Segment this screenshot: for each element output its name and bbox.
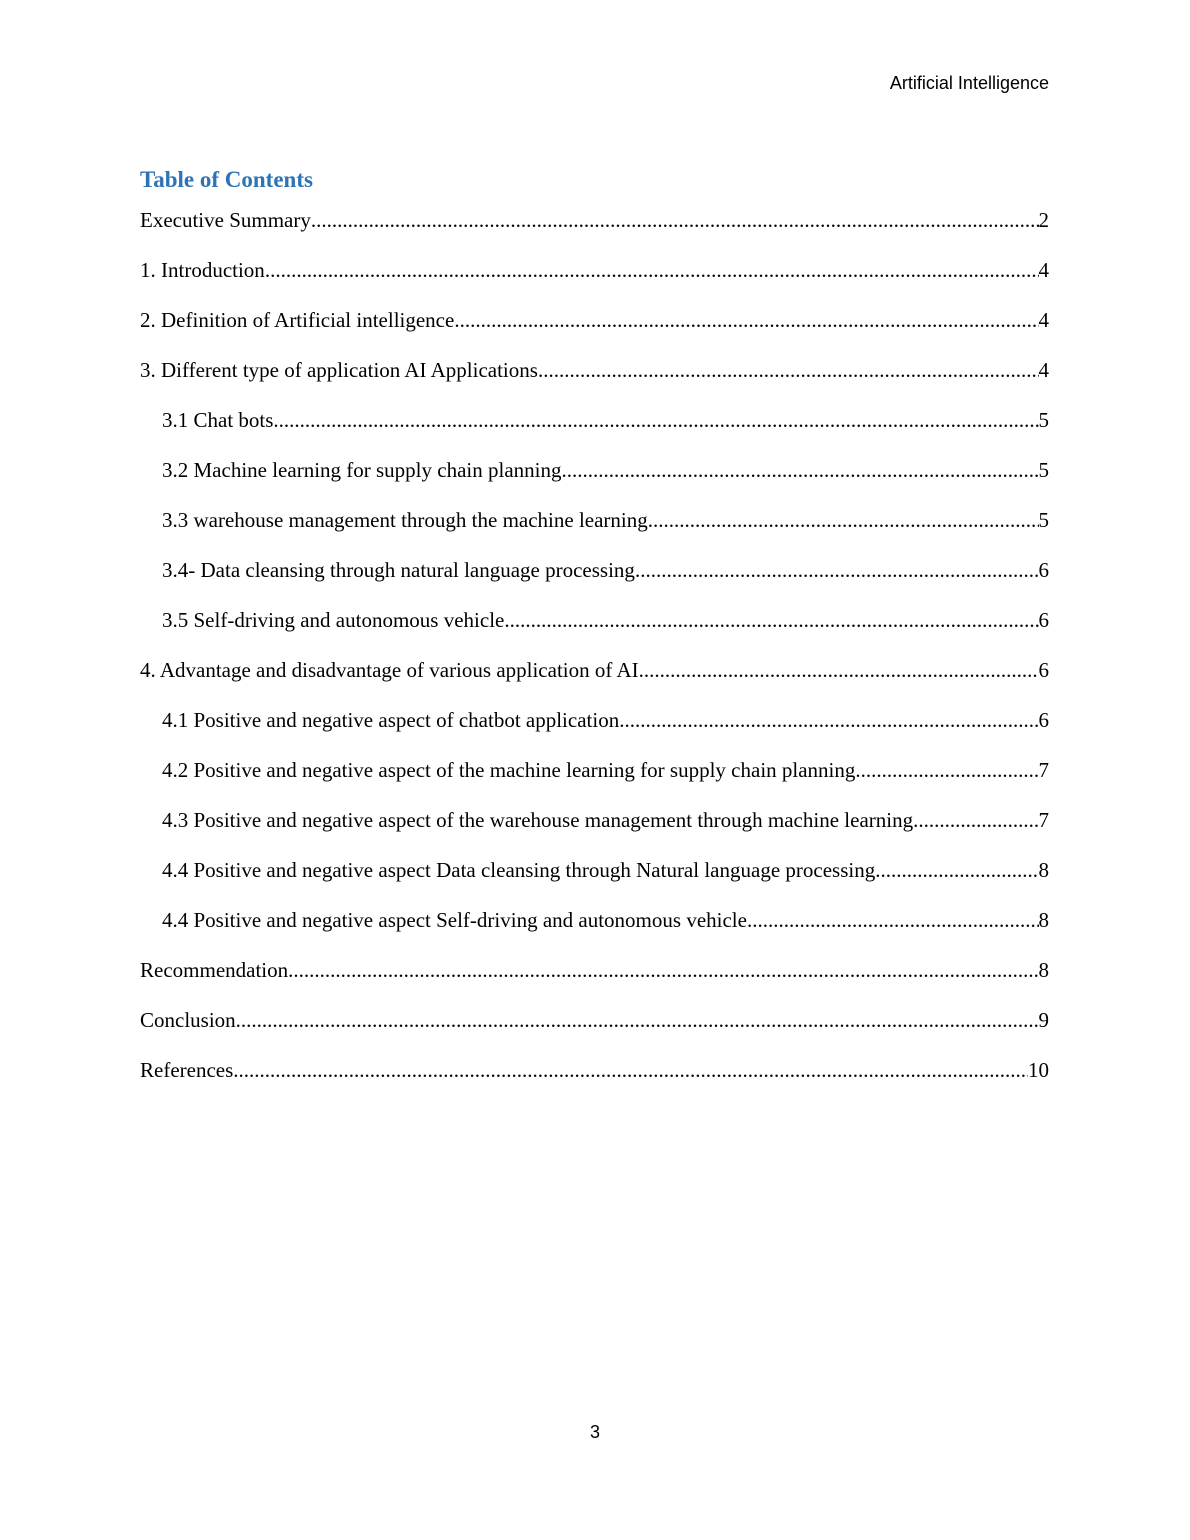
toc-dot-leader [236, 1005, 1039, 1035]
toc-entry-page: 8 [1038, 908, 1049, 932]
toc-entry-title: References [140, 1058, 234, 1082]
toc-entry-title: 3.5 Self-driving and autonomous vehicle [162, 608, 505, 632]
toc-entry-page: 7 [1038, 808, 1049, 832]
toc-entry-title: Conclusion [140, 1008, 236, 1032]
toc-entry-page: 8 [1038, 858, 1049, 882]
toc-entry-page: 6 [1038, 708, 1049, 732]
toc-dot-leader [265, 255, 1039, 285]
toc-entry-title: 2. Definition of Artificial intelligence [140, 308, 455, 332]
toc-entry[interactable] [140, 755, 1049, 805]
toc-entry[interactable] [140, 555, 1049, 605]
toc-entry-page: 4 [1038, 258, 1049, 282]
toc-dot-leader [747, 905, 1039, 935]
toc-entry-page: 5 [1038, 458, 1049, 482]
toc-entry[interactable] [140, 1005, 1049, 1055]
toc-entry-title: 4. Advantage and disadvantage of various application of AI [140, 658, 639, 682]
toc-entry[interactable] [140, 405, 1049, 455]
toc-entry-page: 5 [1038, 508, 1049, 532]
toc-dot-leader [855, 755, 1038, 785]
toc-dot-leader [635, 555, 1039, 585]
toc-dot-leader [639, 655, 1039, 685]
toc-dot-leader [648, 505, 1039, 535]
toc-entry-page: 6 [1038, 558, 1049, 582]
toc-entry[interactable] [140, 705, 1049, 755]
toc-entry-page: 5 [1038, 408, 1049, 432]
toc-dot-leader [619, 705, 1038, 735]
toc-entry-page: 2 [1038, 208, 1049, 232]
toc-entry[interactable] [140, 305, 1049, 355]
toc-entry[interactable] [140, 255, 1049, 305]
toc-dot-leader [311, 205, 1039, 235]
toc-entry-title: 3.2 Machine learning for supply chain planning [162, 458, 562, 482]
toc-entry-page: 7 [1038, 758, 1049, 782]
toc-entry[interactable] [140, 505, 1049, 555]
toc-dot-leader [561, 455, 1038, 485]
toc-dot-leader [233, 1055, 1028, 1085]
page-number: 3 [589, 1422, 600, 1442]
toc-entry-title: 1. Introduction [140, 258, 265, 282]
toc-entry[interactable] [140, 1055, 1049, 1105]
toc-entry[interactable] [140, 455, 1049, 505]
toc-entry-page: 4 [1038, 358, 1049, 382]
toc-entry[interactable] [140, 855, 1049, 905]
toc-dot-leader [273, 405, 1038, 435]
toc-entry[interactable] [140, 805, 1049, 855]
toc-heading: Table of Contents [140, 167, 313, 192]
toc-entry-title: 4.4 Positive and negative aspect Self-driving and autonomous vehicle [162, 908, 747, 932]
toc-entry[interactable] [140, 355, 1049, 405]
toc-entry-title: 4.4 Positive and negative aspect Data cleansing through Natural language processing [162, 858, 876, 882]
toc-dot-leader [538, 355, 1039, 385]
toc-entry[interactable] [140, 955, 1049, 1005]
toc-entry-title: 3.4- Data cleansing through natural language processing [162, 558, 635, 582]
toc-dot-leader [288, 955, 1038, 985]
toc-dot-leader [913, 805, 1038, 835]
toc-entry-title: 3.1 Chat bots [162, 408, 274, 432]
toc-entry-title: 4.2 Positive and negative aspect of the machine learning for supply chain planning [162, 758, 856, 782]
toc-entry-page: 10 [1028, 1058, 1049, 1082]
toc-entry[interactable] [140, 905, 1049, 955]
toc-entry-title: 3.3 warehouse management through the machine learning [162, 508, 648, 532]
toc-entry-page: 4 [1038, 308, 1049, 332]
toc-entry[interactable] [140, 655, 1049, 705]
toc-entry-title: 3. Different type of application AI Applications [140, 358, 538, 382]
toc-entry-page: 6 [1038, 608, 1049, 632]
toc-entry-title: Executive Summary [140, 208, 311, 232]
toc-entry-title: 4.1 Positive and negative aspect of chatbot application [162, 708, 620, 732]
table-of-contents [140, 205, 1049, 1105]
toc-dot-leader [454, 305, 1038, 335]
toc-entry-title: 4.3 Positive and negative aspect of the warehouse management through machine learning [162, 808, 914, 832]
toc-entry-page: 8 [1038, 958, 1049, 982]
toc-entry-page: 9 [1038, 1008, 1049, 1032]
toc-entry-title: Recommendation [140, 958, 289, 982]
toc-entry[interactable] [140, 205, 1049, 255]
toc-entry[interactable] [140, 605, 1049, 655]
toc-dot-leader [504, 605, 1038, 635]
toc-dot-leader [875, 855, 1038, 885]
running-header: Artificial Intelligence [889, 73, 1049, 93]
toc-entry-page: 6 [1038, 658, 1049, 682]
